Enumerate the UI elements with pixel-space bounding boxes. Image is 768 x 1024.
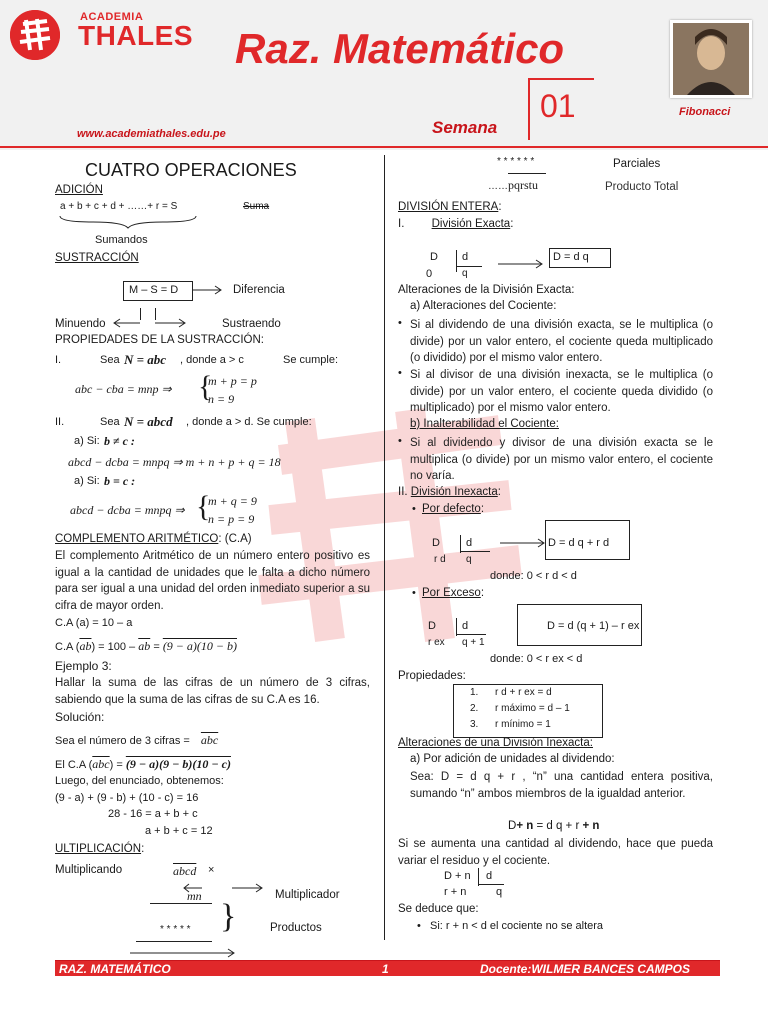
adicion-title: ADICIÓN [55, 184, 103, 196]
defecto-dividend: D [432, 537, 440, 549]
week-number: 01 [540, 88, 576, 124]
defecto-remainder: r d [434, 554, 446, 565]
fibonacci-portrait [670, 20, 752, 98]
division-inexacta-suffix: : [497, 486, 501, 498]
alteraciones-inexacta-title: Alteraciones de una División Inexacta: [398, 737, 593, 749]
por-defecto-title: Por defecto [422, 503, 481, 515]
minuendo-sustraendo-arrows-icon [110, 316, 190, 330]
propiedades-title: Propiedades: [398, 670, 466, 682]
logo-thales-text: THALES [78, 20, 193, 51]
multiplicador-value: mn [187, 889, 202, 903]
division-exacta-title: División Exacta [431, 218, 511, 230]
ca-example-2 [55, 639, 237, 654]
exceso-quotient: q + 1 [462, 637, 485, 648]
prop-3-text: r mínimo = 1 [495, 719, 551, 730]
defecto-donde: donde: 0 < r d < d [490, 570, 577, 582]
column-divider [384, 155, 385, 940]
sustraendo-label: Sustraendo [222, 318, 281, 330]
diferencia-label: Diferencia [233, 284, 285, 296]
arrow-right-icon [193, 283, 225, 297]
multiplicador-label: Multiplicador [275, 889, 340, 901]
bullet-icon: • [417, 920, 421, 932]
prop1-condition: , donde a > c [180, 354, 244, 366]
ca-example-2-a: C.A ( [55, 641, 80, 653]
exceso-remainder: r ex [428, 637, 445, 648]
productos-label: Productos [270, 922, 322, 934]
prop2-sea: Sea [100, 416, 120, 428]
division-bar [478, 884, 504, 885]
division-exacta-row [398, 218, 513, 230]
academia-logo-icon [10, 10, 60, 60]
solution-line-2-c: ) = [109, 759, 123, 771]
solution-line-3: Luego, del enunciado, obtenemos: [55, 775, 224, 787]
ca-example-1: C.A (a) = 10 – a [55, 617, 133, 629]
sumandos-brace-icon [58, 214, 198, 230]
brace-icon: { [198, 370, 213, 403]
ms-expression: M – S = D [129, 284, 179, 296]
prop1-lhs: abc − cba = mnp ⇒ [75, 382, 172, 396]
exacta-quotient: q [462, 268, 468, 279]
parciales-label: Parciales [613, 158, 661, 170]
bullet-icon: • [398, 435, 402, 447]
portrait-caption: Fibonacci [679, 106, 731, 118]
division-bar [456, 250, 457, 272]
defecto-divisor: d [466, 537, 473, 549]
prop2-case-b-lhs: abcd − dcba = mnpq ⇒ [70, 503, 185, 517]
solucion-title: Solución: [55, 710, 105, 724]
multiplicando-label: Multiplicando [55, 864, 123, 876]
prop2-case-b-result-2: n = p = 9 [208, 512, 255, 526]
multiplicacion-title-row [55, 843, 144, 855]
por-defecto-suffix: : [480, 503, 485, 515]
prop-2-number: 2. [470, 703, 479, 714]
exacta-remainder: 0 [426, 268, 433, 280]
footer-teacher: Docente:WILMER BANCES CAMPOS [480, 962, 691, 976]
inalterabilidad-title: b) Inalterabilidad el Cociente: [410, 418, 559, 430]
division-inexacta-number: II. [398, 486, 408, 498]
solution-line-4: (9 - a) + (9 - b) + (10 - c) = 16 [55, 792, 199, 804]
division-bar [456, 266, 482, 267]
minuendo-label: Minuendo [55, 318, 106, 330]
exceso-dividend: D [428, 620, 436, 632]
arrow-right-icon [130, 946, 240, 960]
division-entera-suffix: : [498, 201, 502, 213]
exacta-formula: D = d q [553, 251, 589, 263]
mult-line [150, 903, 212, 904]
ca-title-suffix: : (C.A) [218, 533, 252, 545]
exacta-divisor: d [462, 251, 469, 263]
solution-line-1 [55, 733, 218, 748]
example-3-paragraph: Hallar la suma de las cifras de un número de 3 cifras, sabiendo que la suma de las cifras de su C.A es 16. [55, 677, 370, 706]
bullet-icon: • [412, 587, 416, 599]
mult-stars: * * * * * [160, 924, 191, 935]
producto-total-label: Producto Total [605, 181, 679, 193]
prop2-equation: N = abcd [124, 414, 173, 429]
brace-close-icon: } [220, 898, 237, 935]
prop2-case-b-result-1: m + q = 9 [208, 494, 257, 508]
ca-example-2-b: $\overline{ab}$ [79, 639, 92, 653]
division-exacta-suffix: : [510, 218, 514, 230]
prop1-result-1: m + p = p [208, 374, 257, 388]
division-exacta-number: I. [398, 218, 405, 230]
adicion-eq-d: + n [582, 820, 600, 832]
solution-line-1-text: Sea el número de 3 cifras = [55, 735, 190, 747]
exacta-dividend: D [430, 251, 438, 263]
sumandos-label: Sumandos [95, 234, 148, 246]
division-entera-row [398, 201, 502, 213]
ca-example-2-c: ) = 100 – [91, 641, 136, 653]
multiplicacion-suffix: : [141, 843, 145, 855]
bullet-2-text: Si al divisor de una división inexacta, se le multiplica (o divide) por un valor entero, el cociente queda dividido (o multiplicado) por el mismo valor entero. [410, 369, 713, 414]
page-header [0, 0, 768, 150]
division-bar [460, 551, 490, 552]
bullet-3-text: Si al dividendo y divisor de una división exacta se le multiplica (o divide) por un mismo valor entero, el cociente no varía. [410, 437, 713, 482]
prop-sustraccion-title: PROPIEDADES DE LA SUSTRACCIÓN: [55, 334, 264, 346]
prop2-case-a-expr: abcd − dcba = mnpq ⇒ m + n + p + q = 18 [68, 455, 281, 469]
multiplicando-value: abcd [173, 864, 197, 878]
bullet-1-text: Si al dividendo de una división exacta, se le multiplica (o divide) por un valor entero, el cociente queda multiplicado (o dividido) por el mismo valor entero. [410, 319, 713, 364]
ca-title: COMPLEMENTO ARITMÉTICO [55, 533, 219, 545]
ca-example-2-f: (9 − a)(10 − b) [162, 639, 237, 653]
ca-title-row [55, 533, 252, 545]
prop2-case-a: a) Si: [74, 435, 100, 447]
alteraciones-cociente-title: a) Alteraciones del Cociente: [410, 300, 557, 312]
por-exceso-suffix: : [480, 587, 485, 599]
deduce-label: Se deduce que: [398, 903, 479, 915]
alteraciones-exacta-title: Alteraciones de la División Exacta: [398, 284, 575, 296]
adicion-paragraph-2: Si se aumenta una cantidad al dividendo, hace que pueda variar el residuo y el cociente. [398, 838, 713, 867]
adicion-expression: a + b + c + d + ……+ r = S [60, 201, 178, 212]
page-footer [55, 960, 720, 976]
prop1-cumple: Se cumple: [283, 354, 339, 366]
prop2-case-b: a) Si: [74, 475, 100, 487]
multiplicacion-title: ULTIPLICACIÓN [55, 843, 142, 855]
prop2-number: II. [55, 416, 65, 428]
solution-line-5: 28 - 16 = a + b + c [108, 808, 198, 820]
prop2-case-a-cond: b ≠ c : [104, 434, 135, 448]
logo-academia-text: ACADEMIA [80, 11, 144, 23]
adicion-equation [508, 820, 599, 832]
prop-1-text: r d + r ex = d [495, 687, 552, 698]
por-exceso-row [422, 587, 484, 599]
prop-3-number: 3. [470, 719, 479, 730]
suma-label: Suma [243, 201, 270, 212]
ca-example-2-d: $\overline{ab}$ [138, 639, 151, 653]
division-inexacta-row [398, 486, 501, 498]
adicion-eq-c: = d q + r [536, 820, 580, 832]
page-title: Raz. Matemático [235, 25, 565, 72]
exceso-formula: D = d (q + 1) – r ex [547, 620, 640, 632]
defecto-quotient: q [466, 554, 472, 565]
solution-line-2-a: El C.A ( [55, 759, 93, 771]
week-label: Semana [432, 118, 498, 137]
solution-line-2-b: $\overline{abc}$ [92, 757, 110, 771]
adicion-dividend: D + n [444, 870, 471, 882]
section-heading: CUATRO OPERACIONES [85, 160, 297, 180]
por-adicion-title: a) Por adición de unidades al dividendo: [410, 753, 615, 765]
brace-icon: { [196, 490, 211, 523]
arrow-right-icon [498, 258, 546, 270]
stars-row: * * * * * * [497, 156, 535, 167]
bullet-icon: • [412, 503, 416, 515]
solution-line-6: a + b + c = 12 [145, 825, 213, 837]
adicion-eq-a: D [508, 820, 517, 832]
adicion-remainder: r + n [444, 886, 467, 898]
stars-line [508, 173, 546, 174]
example-3-title: Ejemplo 3: [55, 659, 112, 673]
por-exceso-title: Por Exceso [422, 587, 481, 599]
prop-2-text: r máximo = d – 1 [495, 703, 570, 714]
prop2-case-b-cond: b = c : [104, 474, 136, 488]
prop-1-number: 1. [470, 687, 479, 698]
exceso-divisor: d [462, 620, 469, 632]
website-link[interactable]: www.academiathales.edu.pe [77, 128, 226, 140]
exceso-donde: donde: 0 < r ex < d [490, 653, 583, 665]
solution-line-1-value: $\overline{abc}$ [200, 733, 219, 747]
dots: …… [488, 181, 508, 192]
pqrstu-value: pqrstu [508, 178, 538, 192]
ca-example-2-e: = [153, 641, 160, 653]
mult-line [136, 941, 212, 942]
prop1-result-2: n = 9 [208, 392, 235, 406]
adicion-eq-b: + n [516, 820, 534, 832]
adicion-quotient: q [496, 886, 503, 898]
prop1-number: I. [55, 354, 62, 366]
prop1-equation: N = abc [124, 352, 167, 367]
footer-page-number: 1 [382, 962, 389, 976]
division-bar [456, 634, 486, 635]
bullet-icon: • [398, 317, 402, 329]
division-entera-title: DIVISIÓN ENTERA [398, 201, 499, 213]
defecto-formula: D = d q + r d [548, 537, 610, 549]
bullet-icon: • [398, 367, 402, 379]
por-defecto-row [422, 503, 484, 515]
header-divider [0, 146, 768, 148]
division-inexacta-title: División Inexacta [410, 486, 498, 498]
ca-paragraph: El complemento Aritmético de un número entero positivo es igual a la cantidad de unidades que le falta a dicho número para ser igual a una unidad del orden inmediato superior a su cifra de mayor orden. [55, 550, 370, 612]
solution-line-2-d: (9 − a)(9 − b)(10 − c) [125, 757, 231, 771]
conclusion-text: Si: r + n < d el cociente no se altera [430, 920, 604, 932]
times-sign: × [208, 864, 215, 876]
adicion-divisor: d [486, 870, 493, 882]
prop2-condition: , donde a > d. Se cumple: [186, 416, 312, 428]
sustraccion-title: SUSTRACCIÓN [55, 252, 139, 264]
footer-course: RAZ. MATEMÁTICO [59, 962, 171, 976]
adicion-paragraph: Sea: D = d q + r , “n” una cantidad entera positiva, sumando “n” ambos miembros de la igualdad anterior. [410, 771, 713, 800]
multiplicador-arrows-icon [180, 881, 270, 895]
solution-line-2 [55, 757, 231, 772]
arrow-right-icon [500, 537, 548, 549]
prop1-sea: Sea [100, 354, 120, 366]
